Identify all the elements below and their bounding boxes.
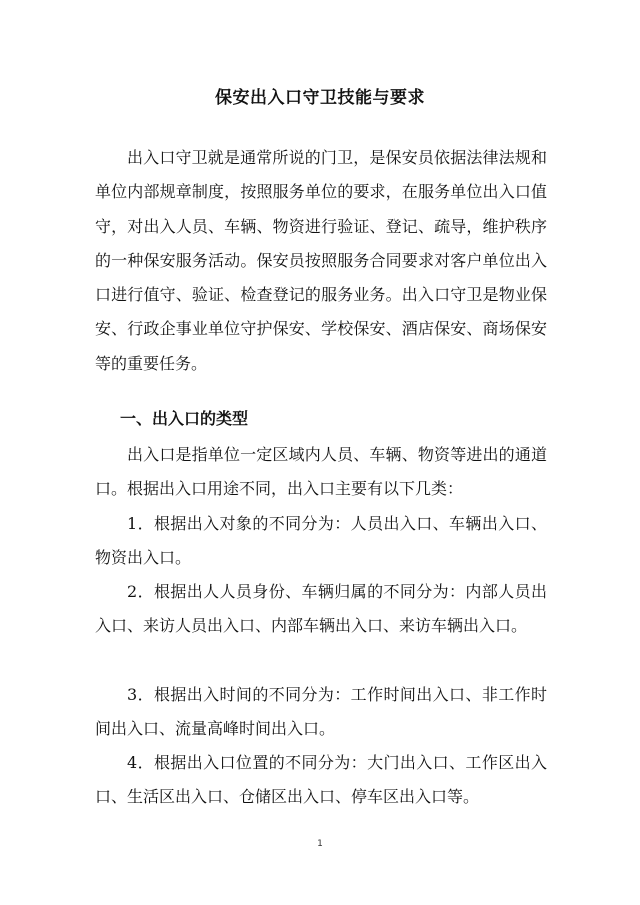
list-item: 3．根据出入时间的不同分为：工作时间出入口、非工作时间出入口、流量高峰时间出入口。 (95, 685, 547, 739)
section-heading: 一、出入口的类型 (120, 409, 249, 428)
page-number: 1 (317, 839, 323, 849)
section-intro-paragraph: 出入口是指单位一定区域内人员、车辆、物资等进出的通道口。根据出入口用途不同，出入口主要有以下几类： (95, 445, 547, 499)
list-item: 1．根据出入对象的不同分为：人员出入口、车辆出入口、物资出入口。 (95, 514, 547, 568)
list-item: 4．根据出入口位置的不同分为：大门出入口、工作区出入口、生活区出入口、仓储区出入口、停车区出入口等。 (95, 753, 547, 807)
document-title: 保安出入口守卫技能与要求 (215, 88, 425, 108)
list-item: 2．根据出人人员身份、车辆归属的不同分为：内部人员出入口、来访人员出入口、内部车辆出入口、来访车辆出入口。 (95, 582, 547, 636)
intro-paragraph: 出入口守卫就是通常所说的门卫，是保安员依据法律法规和单位内部规章制度，按照服务单位的要求，在服务单位出入口值守，对出入人员、车辆、物资进行验证、登记、疏导，维护秩序的一种保安服务活动。保安员按照服务合同要求对客户单位出入口进行值守、验证、检查登记的服务业务。出入口守卫是物业保安、行政企事业单位守护保安、学校保安、酒店保安、商场保安等的重要任务。 (95, 148, 547, 373)
